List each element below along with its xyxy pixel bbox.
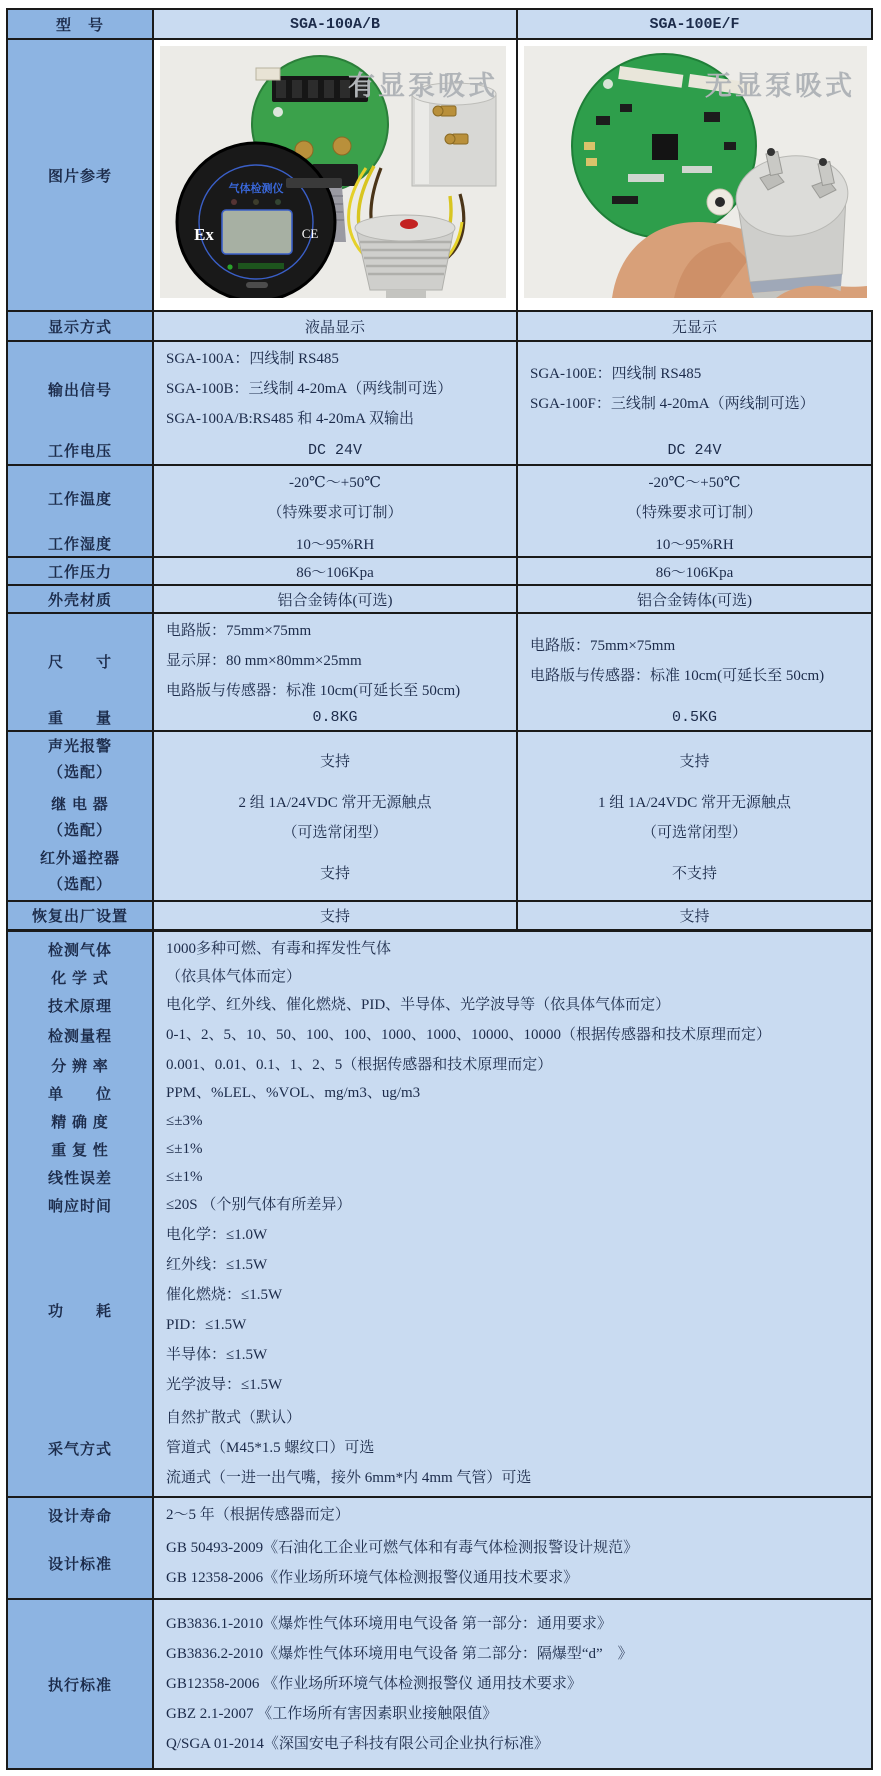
- row-life: [8, 1498, 871, 1528]
- ex-mark: Ex: [194, 225, 214, 244]
- relay-right-line: 1 组 1A/24VDC 常开无源触点: [598, 795, 791, 811]
- photo-row: [8, 40, 871, 312]
- life-value: 2～5 年（根据传感器而定）: [166, 1507, 350, 1523]
- row-design-std-value: [154, 1528, 871, 1598]
- output-right-line: SGA-100E：四线制 RS485: [530, 366, 702, 382]
- row-relay-right: [516, 786, 871, 850]
- row-humidity-right: 10～95%RH: [516, 530, 871, 556]
- exec-std-line: GBZ 2.1-2007 《工作场所有害因素职业接触限值》: [166, 1706, 498, 1722]
- relay-left-line: 2 组 1A/24VDC 常开无源触点: [238, 795, 432, 811]
- row-gas-label: 检测气体: [8, 932, 154, 966]
- row-weight-right: 0.5KG: [516, 704, 871, 730]
- power-line: 电化学：≤1.0W: [166, 1227, 268, 1243]
- row-remote-label: [8, 844, 154, 900]
- row-temperature-label: 工作温度: [8, 466, 154, 530]
- row-voltage-label: 工作电压: [8, 436, 154, 464]
- row-weight-left: 0.8KG: [154, 704, 516, 730]
- row-shell-label: 外壳材质: [8, 586, 154, 612]
- row-response-value: [154, 1188, 871, 1222]
- row-shell-right: 铝合金铸体(可选): [516, 586, 871, 612]
- row-temperature-left: [154, 466, 516, 530]
- row-reset: [8, 902, 871, 932]
- alarm-label-line: （选配）: [47, 765, 112, 781]
- size-left-line: 电路版与传感器：标准 10cm(可延长至 50cm): [166, 683, 461, 699]
- power-line: 催化燃烧：≤1.5W: [166, 1287, 283, 1303]
- row-display-right: 无显示: [516, 312, 871, 340]
- header-model-left: SGA-100A/B: [154, 10, 516, 38]
- exec-std-line: Q/SGA 01-2014《深国安电子科技有限公司企业执行标准》: [166, 1736, 549, 1752]
- row-voltage: [8, 436, 871, 466]
- output-left-line: SGA-100A/B:RS485 和 4-20mA 双输出: [166, 411, 414, 427]
- row-size-right: [516, 614, 871, 708]
- row-output-left: [154, 342, 516, 436]
- watermark-left: 有显泵吸式: [348, 71, 498, 101]
- power-line: PID：≤1.5W: [166, 1317, 247, 1333]
- power-line: 半导体：≤1.5W: [166, 1347, 268, 1363]
- watermark-right: 无显泵吸式: [705, 71, 855, 101]
- temperature-line: （特殊要求可订制）: [267, 505, 403, 521]
- row-exec-std-label: 执行标准: [8, 1600, 154, 1768]
- size-right-line: 电路版：75mm×75mm: [530, 638, 676, 654]
- row-humidity-label: 工作湿度: [8, 530, 154, 556]
- photo-row-label: 图片参考: [8, 40, 154, 310]
- row-response-label: 响应时间: [8, 1188, 154, 1222]
- product-photo-right: [516, 40, 873, 310]
- formula-value: （依具体气体而定）: [166, 969, 302, 985]
- power-line: 红外线：≤1.5W: [166, 1257, 268, 1273]
- detector-title: 气体检测仪: [228, 183, 284, 195]
- row-principle-value: [154, 988, 871, 1022]
- accuracy-value: ≤±3%: [166, 1113, 203, 1129]
- row-shell: [8, 586, 871, 614]
- row-voltage-right: DC 24V: [516, 436, 871, 464]
- row-relay-left: [154, 786, 516, 850]
- row-alarm-right: 支持: [516, 732, 871, 788]
- row-remote: [8, 844, 871, 902]
- exec-std-line: GB3836.2-2010《爆炸性气体环境用电气设备 第二部分：隔爆型“d” 》: [166, 1646, 633, 1662]
- row-reset-label: 恢复出厂设置: [8, 902, 154, 929]
- row-temperature-right: [516, 466, 871, 530]
- row-range-label: 检测量程: [8, 1018, 154, 1052]
- temperature-line: -20℃～+50℃: [288, 475, 381, 491]
- row-design-std: [8, 1528, 871, 1600]
- relay-right-line: （可选常闭型）: [641, 825, 747, 841]
- ce-mark: CE: [301, 226, 319, 241]
- row-weight: [8, 704, 871, 732]
- linearity-value: ≤±1%: [166, 1169, 203, 1185]
- row-alarm: [8, 732, 871, 786]
- output-left-line: SGA-100B：三线制 4-20mA（两线制可选）: [166, 381, 453, 397]
- resolution-value: 0.001、0.01、0.1、1、2、5（根据传感器和技术原理而定）: [166, 1057, 553, 1073]
- row-voltage-left: DC 24V: [154, 436, 516, 464]
- temperature-line: -20℃～+50℃: [648, 475, 741, 491]
- row-formula: [8, 960, 871, 988]
- row-relay-label: [8, 786, 154, 850]
- row-pressure-right: 86～106Kpa: [516, 558, 871, 584]
- row-unit-label: 单 位: [8, 1076, 154, 1110]
- row-exec-std-value: [154, 1600, 871, 1768]
- row-resolution-label: 分 辨 率: [8, 1048, 154, 1082]
- row-range-value: [154, 1018, 871, 1052]
- row-sampling-label: 采气方式: [8, 1400, 154, 1496]
- row-size: [8, 614, 871, 704]
- remote-label-line: （选配）: [47, 877, 112, 893]
- row-humidity-left: 10～95%RH: [154, 530, 516, 556]
- exec-std-line: GB3836.1-2010《爆炸性气体环境用电气设备 第一部分：通用要求》: [166, 1616, 612, 1632]
- row-life-value: [154, 1498, 871, 1532]
- spec-table: [6, 8, 873, 1770]
- row-accuracy-label: 精 确 度: [8, 1104, 154, 1138]
- row-reset-left: 支持: [154, 902, 516, 929]
- row-life-label: 设计寿命: [8, 1498, 154, 1532]
- row-design-std-label: 设计标准: [8, 1528, 154, 1598]
- row-gas: [8, 932, 871, 960]
- row-pressure: [8, 558, 871, 586]
- size-left-line: 显示屏：80 mm×80mm×25mm: [166, 653, 362, 669]
- relay-left-line: （可选常闭型）: [282, 825, 388, 841]
- row-sampling-value: [154, 1400, 871, 1496]
- response-value: ≤20S （个别气体有所差异）: [166, 1197, 352, 1213]
- row-alarm-label: [8, 732, 154, 788]
- header-row: [8, 10, 871, 40]
- output-right-line: SGA-100F：三线制 4-20mA（两线制可选）: [530, 396, 815, 412]
- product-photo-left: [154, 40, 516, 310]
- row-weight-label: 重 量: [8, 704, 154, 730]
- row-repeatability: [8, 1132, 871, 1160]
- row-sampling: [8, 1400, 871, 1498]
- row-resolution: [8, 1048, 871, 1076]
- row-response: [8, 1188, 871, 1218]
- relay-label-line: （选配）: [47, 823, 112, 839]
- power-line: 光学波导：≤1.5W: [166, 1377, 283, 1393]
- row-size-left: [154, 614, 516, 708]
- row-formula-label: 化 学 式: [8, 960, 154, 994]
- row-power-value: [154, 1218, 871, 1402]
- sampling-line: 管道式（M45*1.5 螺纹口）可选: [166, 1440, 375, 1456]
- row-range: [8, 1018, 871, 1048]
- temperature-line: （特殊要求可订制）: [626, 505, 762, 521]
- sampling-line: 流通式（一进一出气嘴，接外 6mm*内 4mm 气管）可选: [166, 1470, 532, 1486]
- row-humidity: [8, 530, 871, 558]
- row-shell-left: 铝合金铸体(可选): [154, 586, 516, 612]
- row-display-label: 显示方式: [8, 312, 154, 340]
- design-std-line: GB 12358-2006《作业场所环境气体检测报警仪通用技术要求》: [166, 1570, 579, 1586]
- repeatability-value: ≤±1%: [166, 1141, 203, 1157]
- alarm-label-line: 声光报警: [47, 739, 112, 755]
- header-model-label: 型 号: [8, 10, 154, 38]
- range-value: 0-1、2、5、10、50、100、100、1000、1000、10000、10000（根据传感器和技术原理而定）: [166, 1027, 771, 1043]
- principle-value: 电化学、红外线、催化燃烧、PID、半导体、光学波导等（依具体气体而定）: [166, 997, 671, 1013]
- row-linearity-label: 线性误差: [8, 1160, 154, 1194]
- row-principle: [8, 988, 871, 1018]
- row-linearity: [8, 1160, 871, 1188]
- row-remote-left: 支持: [154, 844, 516, 900]
- row-temperature: [8, 466, 871, 530]
- row-reset-right: 支持: [516, 902, 871, 929]
- row-power-label: 功 耗: [8, 1218, 154, 1402]
- design-std-line: GB 50493-2009《石油化工企业可燃气体和有毒气体检测报警设计规范》: [166, 1540, 639, 1556]
- remote-label-line: 红外遥控器: [39, 851, 120, 867]
- row-accuracy: [8, 1104, 871, 1132]
- row-unit: [8, 1076, 871, 1104]
- row-relay: [8, 786, 871, 844]
- output-left-line: SGA-100A：四线制 RS485: [166, 351, 339, 367]
- header-model-right: SGA-100E/F: [516, 10, 871, 38]
- row-display: [8, 312, 871, 342]
- row-alarm-left: 支持: [154, 732, 516, 788]
- row-remote-right: 不支持: [516, 844, 871, 900]
- size-right-line: 电路版与传感器：标准 10cm(可延长至 50cm): [530, 668, 825, 684]
- relay-label-line: 继 电 器: [51, 797, 109, 813]
- size-left-line: 电路版：75mm×75mm: [166, 623, 312, 639]
- sensor-cylinder: [355, 215, 455, 298]
- row-size-label: 尺 寸: [8, 614, 154, 708]
- row-pressure-label: 工作压力: [8, 558, 154, 584]
- row-pressure-left: 86～106Kpa: [154, 558, 516, 584]
- row-output: [8, 342, 871, 436]
- row-output-label: 输出信号: [8, 342, 154, 436]
- row-repeatability-label: 重 复 性: [8, 1132, 154, 1166]
- row-exec-std: [8, 1600, 871, 1768]
- unit-value: PPM、%LEL、%VOL、mg/m3、ug/m3: [166, 1085, 421, 1101]
- row-power: [8, 1218, 871, 1400]
- gas-value: 1000多种可燃、有毒和挥发性气体: [166, 941, 392, 957]
- row-principle-label: 技术原理: [8, 988, 154, 1022]
- row-display-left: 液晶显示: [154, 312, 516, 340]
- exec-std-line: GB12358-2006 《作业场所环境气体检测报警仪 通用技术要求》: [166, 1676, 582, 1692]
- row-output-right: [516, 342, 871, 436]
- sampling-line: 自然扩散式（默认）: [166, 1410, 302, 1426]
